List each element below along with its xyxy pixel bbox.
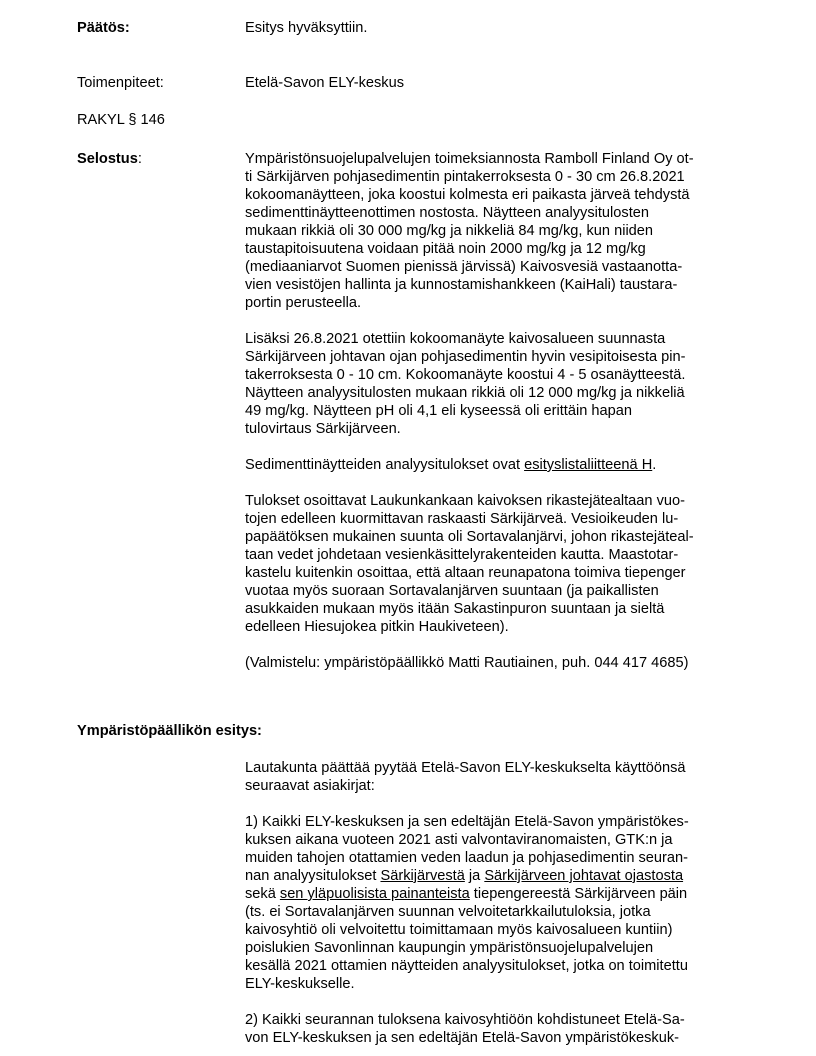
text-line: kastelu kuitenkin osoittaa, että altaan reunapatona toimiva tiepenger [245,565,686,581]
proposal-intro [245,759,745,795]
text-line: Särkijärveen johtavan ojan pohjasedimentin hyvin vesipitoisesta pin- [245,349,686,365]
text-line: Tulokset osoittavat Laukunkankaan kaivoksen rikastejätealtaan vuo- [245,493,685,509]
text-fragment: tiepengereestä Särkijärveen päin [469,886,688,902]
proposal-item-1 [245,813,745,993]
text-line: papäätöksen mukainen suunta oli Sortavalanjärvi, johon rikastejäteal- [245,529,694,545]
text-line: taustapitoisuutena voidaan pitää noin 2000 mg/kg ja 12 mg/kg [245,241,646,257]
text-line: Lisäksi 26.8.2021 otettiin kokoomanäyte kaivosalueen suunnasta [245,331,666,347]
text-fragment: Sedimenttinäytteiden analyysitulokset ovat [245,457,525,473]
decision-text: Esitys hyväksyttiin. [245,20,368,36]
ditches-link[interactable]: Särkijärveen johtavat ojastosta [484,868,684,884]
depressions-link[interactable]: sen yläpuolisista painanteista [279,886,470,902]
description-paragraph-1 [245,150,745,312]
text-line: 1) Kaikki ELY-keskuksen ja sen edeltäjän Etelä-Savon ympäristökes- [245,814,689,830]
proposal-label: Ympäristöpäällikön esitys: [77,723,262,739]
section-reference: RAKYL § 146 [77,112,165,128]
text-line: kaivosyhtiö oli velvoitettu toimittamaan myös kaivosalueen kuntiin) [245,922,673,938]
text-line: seuraavat asiakirjat: [245,778,375,794]
proposal-item-2 [245,1011,745,1047]
text-line: asukkaiden mukaan myös itään Sakastinpuron suuntaan ja sieltä [245,601,665,617]
text-line: Ympäristönsuojelupalvelujen toimeksiannosta Ramboll Finland Oy ot- [245,151,694,167]
text-line: tulovirtaus Särkijärveen. [245,421,401,437]
description-paragraph-4 [245,492,745,636]
text-line: (Valmistelu: ympäristöpäällikkö Matti Rautiainen, puh. 044 417 4685) [245,655,689,671]
description-paragraph-2 [245,330,745,438]
text-line: muiden tahojen otattamien veden laadun ja pohjasedimentin seuran- [245,850,688,866]
description-paragraph-3 [245,456,745,474]
text-line: 49 mg/kg. Näytteen pH oli 4,1 eli kyseessä oli erittäin hapan [245,403,632,419]
decision-label: Päätös: [77,20,130,36]
text-line: ELY-keskukselle. [245,976,355,992]
text-line: kokoomanäytteen, joka koostui kolmesta eri paikasta järveä tehdystä [245,187,690,203]
text-line: ti Särkijärven pohjasedimentin pintakerroksesta 0 - 30 cm 26.8.2021 [245,169,685,185]
text-line: taan vedet johdetaan vesienkäsittelyrakenteiden kautta. Maastotar- [245,547,679,563]
text-line: sedimenttinäytteenottimen nostosta. Näytteen analyysitulosten [245,205,649,221]
text-line: takerroksesta 0 - 10 cm. Kokoomanäyte koostui 4 - 5 osanäytteestä. [245,367,686,383]
description-label [77,150,142,168]
text-line: Näytteen analyysitulosten mukaan rikkiä oli 12 000 mg/kg ja nikkeliä [245,385,685,401]
description-label-text: Selostus [77,151,138,167]
text-line: portin perusteella. [245,295,362,311]
attachment-h-link[interactable]: esityslistaliitteenä H [524,457,653,473]
text-line: (ts. ei Sortavalanjärven suunnan velvoitetarkkailutuloksia, jotka [245,904,651,920]
actions-label: Toimenpiteet: [77,75,164,91]
text-fragment: ja [464,868,485,884]
text-line: (mediaaniarvot Suomen pienissä järvissä) Kaivosvesiä vastaanotta- [245,259,683,275]
text-line [245,456,745,474]
preparer-note [245,654,745,672]
description-body [245,150,745,672]
text-line: kesällä 2021 ottamien näytteiden analyysitulokset, jotka on toimitettu [245,958,688,974]
description-label-colon: : [137,151,142,167]
text-line: vien vesistöjen hallinta ja kunnostamishankkeen (KaiHali) taustara- [245,277,678,293]
text-line: Lautakunta päättää pyytää Etelä-Savon ELY-keskukselta käyttöönsä [245,760,686,776]
actions-text: Etelä-Savon ELY-keskus [245,75,404,91]
text-line: tojen edelleen kuormittavan raskaasti Särkijärveä. Vesioikeuden lu- [245,511,679,527]
proposal-body [245,759,745,1047]
text-line: 2) Kaikki seurannan tuloksena kaivosyhtiöön kohdistuneet Etelä-Sa- [245,1012,685,1028]
text-line: vuotaa myös suoraan Sortavalanjärven suuntaan (ja paikallisten [245,583,659,599]
text-fragment: sekä [245,886,280,902]
text-line [245,885,745,903]
text-fragment: nan analyysitulokset [245,868,381,884]
text-fragment: . [652,457,657,473]
sarkijarvi-link[interactable]: Särkijärvestä [380,868,465,884]
text-line: poislukien Savonlinnan kaupungin ympäristönsuojelupalvelujen [245,940,654,956]
text-line: von ELY-keskuksen ja sen edeltäjän Etelä-Savon ympäristökeskuk- [245,1030,679,1046]
text-line: edelleen Hiesujokea pitkin Haukiveteen). [245,619,509,635]
text-line: mukaan rikkiä oli 30 000 mg/kg ja nikkeliä 84 mg/kg, kun niiden [245,223,654,239]
text-line [245,867,745,885]
text-line: kuksen aikana vuoteen 2021 asti valvontaviranomaisten, GTK:n ja [245,832,673,848]
